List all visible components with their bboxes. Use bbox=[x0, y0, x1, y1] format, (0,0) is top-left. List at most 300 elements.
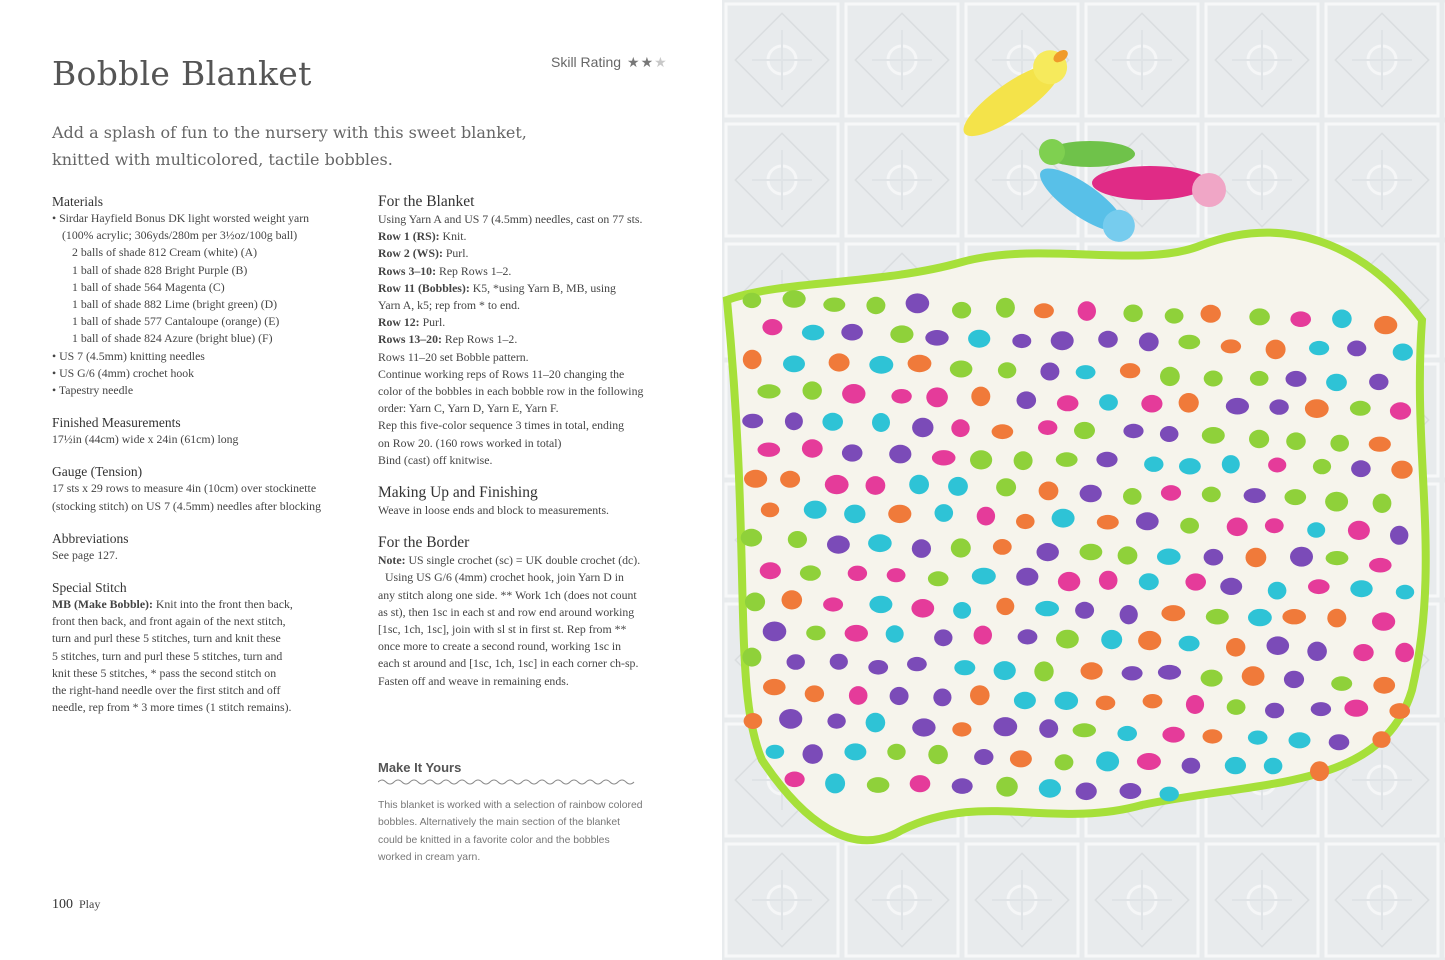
materials-shade: 1 ball of shade 828 Bright Purple (B) bbox=[72, 262, 248, 277]
bobble bbox=[1055, 692, 1079, 710]
blanket-line: Continue working reps of Rows 11–20 changing the bbox=[378, 366, 625, 381]
star-rating-icon bbox=[627, 54, 668, 70]
special-stitch-line: front then back, and front again of the next stitch, bbox=[52, 614, 286, 629]
bobble bbox=[1157, 549, 1181, 565]
bobble bbox=[1313, 459, 1331, 474]
bobble bbox=[1162, 727, 1184, 743]
bobble bbox=[977, 507, 995, 526]
bobble bbox=[970, 450, 992, 469]
bobble bbox=[974, 749, 993, 765]
bobble bbox=[1016, 514, 1035, 529]
bobble bbox=[1035, 601, 1059, 616]
bobble bbox=[742, 648, 761, 667]
bobble bbox=[1350, 401, 1371, 416]
bobble bbox=[1395, 643, 1414, 662]
bobble bbox=[1182, 758, 1201, 774]
bobble bbox=[928, 745, 948, 764]
bobble bbox=[1039, 482, 1059, 501]
star-full-icon: ★★ bbox=[627, 54, 655, 70]
gauge-heading: Gauge (Tension) bbox=[52, 464, 143, 480]
bobble bbox=[1143, 694, 1163, 708]
bobble bbox=[890, 687, 909, 705]
special-stitch-line: knit these 5 stitches, * pass the second stitch on bbox=[52, 665, 277, 680]
making-up-heading: Making Up and Finishing bbox=[378, 484, 538, 502]
materials-shade: 1 ball of shade 577 Cantaloupe (orange) (E) bbox=[72, 314, 280, 329]
bobble bbox=[1160, 367, 1180, 386]
bobble bbox=[1285, 489, 1307, 505]
bobble bbox=[928, 571, 949, 586]
bobble bbox=[994, 661, 1016, 680]
bobble bbox=[868, 534, 892, 552]
border-line: once more to create a second round, working 1sc in bbox=[378, 639, 622, 654]
bobble bbox=[802, 439, 823, 457]
border-note-label: Note: bbox=[378, 553, 406, 568]
bobble bbox=[845, 625, 868, 642]
bobble bbox=[1329, 734, 1350, 750]
bobble bbox=[1290, 547, 1313, 567]
bobble bbox=[1396, 585, 1414, 600]
bobble bbox=[844, 505, 865, 524]
finished-heading: Finished Measurements bbox=[52, 415, 181, 431]
make-it-yours-box bbox=[378, 760, 643, 866]
bobble bbox=[1326, 551, 1349, 565]
bobble bbox=[1221, 339, 1241, 353]
bobble bbox=[763, 679, 786, 695]
row-label: Row 11 (Bobbles): bbox=[378, 280, 470, 295]
bobble bbox=[888, 505, 911, 523]
bobble bbox=[1051, 331, 1074, 350]
bobble bbox=[993, 717, 1017, 736]
bobble bbox=[1179, 458, 1201, 474]
bobble bbox=[766, 745, 785, 759]
gauge-section bbox=[52, 463, 352, 514]
bobble bbox=[1305, 399, 1329, 418]
making-up-text: Weave in loose ends and block to measurements. bbox=[378, 503, 609, 518]
bobble bbox=[1248, 731, 1268, 745]
bobble bbox=[1056, 630, 1079, 649]
bobble bbox=[841, 324, 863, 341]
bobble bbox=[1269, 399, 1288, 414]
bobble bbox=[974, 626, 992, 645]
bobble bbox=[909, 475, 929, 495]
bobble bbox=[907, 657, 927, 671]
blanket-photo bbox=[722, 0, 1445, 960]
row-text: Rep Rows 1–2. bbox=[441, 332, 518, 347]
bobble bbox=[866, 713, 886, 733]
blanket-heading: For the Blanket bbox=[378, 193, 475, 210]
bobble bbox=[1014, 692, 1036, 709]
blanket-line: color of the bobbles in each bobble row in the following bbox=[378, 384, 644, 399]
bobble bbox=[1099, 571, 1118, 590]
bobble bbox=[953, 602, 971, 619]
bobble bbox=[1203, 729, 1223, 743]
gauge-line: (stocking stitch) on US 7 (4.5mm) needles after blocking bbox=[52, 498, 321, 513]
border-heading: For the Border bbox=[378, 534, 470, 552]
border-line: [1sc, 1ch, 1sc], join with sl st in first st. Rep from ** bbox=[378, 622, 627, 637]
making-up-section bbox=[378, 484, 678, 519]
bobble bbox=[757, 384, 780, 398]
make-it-yours-text bbox=[378, 797, 643, 866]
bobble bbox=[822, 413, 843, 431]
bobble bbox=[744, 470, 767, 488]
bobble bbox=[889, 445, 911, 464]
bobble bbox=[1374, 316, 1397, 334]
gauge-line: 17 sts x 29 rows to measure 4in (10cm) over stockinette bbox=[52, 481, 317, 496]
bobble bbox=[954, 660, 975, 675]
bobble bbox=[1202, 427, 1225, 444]
bobble bbox=[1096, 751, 1119, 771]
bobble bbox=[1136, 512, 1159, 530]
bobble bbox=[1096, 696, 1116, 711]
bobble bbox=[1286, 371, 1307, 387]
bobble bbox=[1348, 521, 1370, 540]
bobble bbox=[745, 593, 765, 612]
bobble bbox=[1039, 719, 1058, 738]
special-stitch-term: MB (Make Bobble): bbox=[52, 597, 153, 612]
blanket-line: on Row 20. (160 rows worked in total) bbox=[378, 435, 562, 450]
bobble bbox=[1332, 310, 1352, 329]
bobble bbox=[762, 319, 782, 335]
bobble bbox=[1372, 612, 1395, 630]
bobble bbox=[806, 626, 825, 641]
bobble bbox=[785, 412, 803, 430]
bobble bbox=[1056, 452, 1078, 467]
bobble bbox=[869, 356, 893, 374]
bobble bbox=[1286, 432, 1306, 450]
bobble bbox=[1141, 395, 1162, 413]
special-stitch-line: needle, rep from * 3 more times (1 stitch remains). bbox=[52, 700, 292, 715]
bobble bbox=[935, 504, 954, 522]
bobble bbox=[1179, 393, 1199, 413]
bobble bbox=[992, 424, 1014, 439]
bobble bbox=[1246, 548, 1267, 568]
bobble bbox=[1010, 750, 1032, 767]
bobble bbox=[1353, 644, 1373, 661]
bobble bbox=[1369, 437, 1391, 452]
bobble bbox=[1307, 642, 1327, 661]
bobble bbox=[972, 568, 996, 585]
row-label: Row 1 (RS): bbox=[378, 229, 440, 244]
make-it-yours-line: could be knitted in a favorite color and the bobbles bbox=[378, 834, 610, 846]
bobble bbox=[868, 660, 888, 675]
blanket-line: Bind (cast) off knitwise. bbox=[378, 452, 493, 467]
bobble bbox=[912, 539, 931, 558]
right-column bbox=[378, 193, 678, 705]
bobble bbox=[934, 629, 952, 646]
bobble bbox=[912, 718, 935, 736]
bobble bbox=[996, 478, 1016, 496]
bobble bbox=[1034, 303, 1054, 318]
bobble bbox=[910, 775, 931, 792]
bobble bbox=[1331, 676, 1352, 691]
bobble bbox=[1178, 335, 1200, 350]
bobble bbox=[1347, 341, 1366, 357]
bobble bbox=[1226, 638, 1245, 657]
bobble bbox=[1052, 509, 1075, 528]
bobble bbox=[1250, 371, 1269, 386]
blanket-line: order: Yarn C, Yarn D, Yarn E, Yarn F. bbox=[378, 401, 559, 416]
bobble bbox=[1081, 662, 1103, 679]
bobble bbox=[844, 743, 866, 760]
materials-yarn: • Sirdar Hayfield Bonus DK light worsted weight yarn bbox=[52, 210, 352, 227]
special-stitch-line: turn and purl these 5 stitches, turn and knit these bbox=[52, 631, 281, 646]
bobble bbox=[1202, 487, 1221, 503]
bobble bbox=[1080, 544, 1103, 561]
bobble bbox=[758, 443, 781, 457]
bobble bbox=[825, 475, 849, 494]
make-it-yours-line: worked in cream yarn. bbox=[378, 851, 481, 863]
bobble bbox=[1373, 677, 1395, 694]
bobble bbox=[780, 471, 800, 488]
intro-text bbox=[52, 119, 692, 173]
bobble bbox=[1160, 787, 1179, 802]
bobble bbox=[1137, 753, 1161, 770]
row-text: Rep Rows 1–2. bbox=[436, 263, 512, 278]
bobble bbox=[782, 590, 803, 609]
bobble bbox=[783, 290, 806, 308]
bobble bbox=[996, 777, 1018, 797]
bobble bbox=[887, 744, 905, 760]
bobble bbox=[996, 298, 1015, 318]
special-stitch-heading: Special Stitch bbox=[52, 580, 127, 596]
bobble bbox=[805, 685, 824, 702]
blanket-photo-image bbox=[722, 0, 1445, 960]
bobble bbox=[1120, 783, 1142, 799]
bobble bbox=[1055, 754, 1074, 770]
page-folio bbox=[52, 897, 100, 913]
bobble bbox=[933, 689, 951, 707]
wavy-divider-icon bbox=[378, 777, 636, 787]
bobble bbox=[1185, 573, 1206, 590]
bobble bbox=[1038, 420, 1057, 435]
bobble bbox=[1099, 394, 1118, 410]
bobble bbox=[1284, 671, 1304, 688]
bobble bbox=[1369, 374, 1388, 390]
bobble bbox=[1391, 461, 1412, 479]
bobble bbox=[1220, 578, 1242, 595]
finished-text: 17½in (44cm) wide x 24in (61cm) long bbox=[52, 432, 239, 447]
bobble bbox=[743, 293, 762, 308]
bobble bbox=[741, 529, 762, 547]
bobble bbox=[950, 361, 973, 378]
bobble bbox=[1144, 457, 1163, 472]
materials-hook: • US G/6 (4mm) crochet hook bbox=[52, 365, 352, 382]
bobble bbox=[952, 302, 971, 319]
bobble bbox=[800, 565, 821, 580]
bobble bbox=[1161, 485, 1181, 501]
bobble bbox=[842, 444, 863, 461]
intro-line: Add a splash of fun to the nursery with this sweet blanket, bbox=[52, 123, 527, 142]
bobble bbox=[908, 355, 932, 372]
bobble bbox=[827, 714, 845, 729]
bobble bbox=[1074, 422, 1095, 439]
bobble bbox=[1076, 783, 1097, 801]
blanket-cast-on: Using Yarn A and US 7 (4.5mm) needles, cast on 77 sts. bbox=[378, 212, 643, 226]
bobble bbox=[1122, 666, 1143, 680]
blanket-line: Rows 11–20 set Bobble pattern. bbox=[378, 349, 529, 364]
bobble bbox=[1039, 779, 1061, 798]
bobble bbox=[952, 778, 973, 794]
row-label: Row 2 (WS): bbox=[378, 246, 443, 261]
bobble bbox=[760, 562, 781, 579]
row-text: Purl. bbox=[419, 315, 446, 330]
bobble bbox=[952, 722, 971, 736]
bobble bbox=[1351, 460, 1371, 477]
bobble bbox=[1201, 305, 1221, 323]
bobble bbox=[849, 686, 868, 705]
blanket-section bbox=[378, 193, 678, 469]
bobble bbox=[1325, 492, 1348, 512]
bobble bbox=[1393, 344, 1413, 361]
blanket-row bbox=[378, 331, 678, 348]
bobble bbox=[1040, 363, 1059, 381]
bobble bbox=[742, 414, 763, 429]
bobble bbox=[1075, 602, 1094, 619]
bobble bbox=[1123, 424, 1143, 438]
bobble bbox=[829, 353, 850, 371]
bobble bbox=[1014, 451, 1033, 470]
bobble bbox=[1265, 518, 1284, 533]
bobble bbox=[803, 381, 822, 399]
bobble bbox=[1326, 374, 1347, 391]
bobble bbox=[951, 419, 969, 437]
bobble bbox=[1118, 546, 1138, 564]
bobble bbox=[993, 539, 1012, 555]
bobble bbox=[744, 713, 763, 729]
bobble bbox=[1204, 549, 1224, 566]
materials-heading: Materials bbox=[52, 194, 103, 209]
row-text: Knit. bbox=[439, 229, 467, 244]
bobble bbox=[804, 501, 827, 519]
make-it-yours-heading: Make It Yours bbox=[378, 760, 462, 775]
bobble bbox=[1058, 572, 1080, 591]
bobble bbox=[761, 503, 779, 518]
bobble bbox=[911, 599, 934, 618]
bobble bbox=[1096, 452, 1117, 467]
materials-shade: 2 balls of shade 812 Cream (white) (A) bbox=[72, 245, 258, 260]
bobble bbox=[906, 293, 930, 313]
bobble bbox=[1268, 458, 1286, 473]
left-page bbox=[0, 0, 722, 960]
bobble bbox=[1158, 665, 1181, 680]
materials-needles: • US 7 (4.5mm) knitting needles bbox=[52, 348, 352, 365]
row-label: Rows 3–10: bbox=[378, 263, 436, 278]
bobble bbox=[1180, 518, 1199, 534]
materials-shade: 1 ball of shade 824 Azure (bright blue) (F) bbox=[72, 331, 273, 346]
bobble bbox=[1242, 666, 1265, 686]
bobble bbox=[869, 596, 892, 613]
row-label: Row 12: bbox=[378, 315, 420, 330]
bobble bbox=[802, 325, 824, 341]
bobble bbox=[1073, 723, 1096, 737]
bobble bbox=[1372, 731, 1390, 748]
bobble bbox=[1344, 700, 1368, 717]
bobble bbox=[1123, 305, 1142, 323]
bobble bbox=[925, 330, 948, 346]
bobble bbox=[1308, 579, 1330, 594]
bobble bbox=[1138, 631, 1161, 650]
bobble bbox=[1310, 761, 1329, 781]
intro-line: knitted with multicolored, tactile bobbles. bbox=[52, 150, 393, 169]
make-it-yours-line: bobbles. Alternatively the main section of the blanket bbox=[378, 817, 621, 829]
bobble bbox=[1139, 333, 1159, 352]
bobble bbox=[1307, 522, 1325, 537]
border-line: each st around and [1sc, 1ch, 1sc] in each corner ch-sp. bbox=[378, 656, 639, 671]
bobble bbox=[1311, 702, 1331, 716]
bobble bbox=[1120, 605, 1138, 624]
bobble bbox=[1390, 526, 1408, 545]
row-text: Purl. bbox=[442, 246, 469, 261]
bobble bbox=[890, 325, 913, 343]
bobble bbox=[1097, 515, 1119, 530]
border-note-text: US single crochet (sc) = UK double crochet (dc). bbox=[405, 553, 641, 568]
bobble bbox=[1179, 636, 1200, 652]
bobble bbox=[1244, 488, 1266, 503]
bobble bbox=[763, 622, 787, 642]
special-stitch-section bbox=[52, 579, 352, 716]
bobble bbox=[788, 531, 807, 548]
materials-shade: 1 ball of shade 564 Magenta (C) bbox=[72, 279, 225, 294]
bobble bbox=[825, 773, 845, 793]
abbreviations-text: See page 127. bbox=[52, 547, 118, 562]
bobble bbox=[842, 384, 865, 404]
bobble bbox=[783, 356, 805, 373]
bobble bbox=[823, 298, 845, 312]
section-name: Play bbox=[79, 897, 101, 911]
bobble bbox=[1076, 365, 1096, 379]
border-line: any stitch along one side. ** Work 1ch (does not count bbox=[378, 587, 637, 602]
materials-yarn-detail: (100% acrylic; 306yds/280m per 3½oz/100g ball) bbox=[62, 228, 298, 243]
bobble bbox=[1225, 757, 1246, 774]
bobble bbox=[1018, 629, 1038, 644]
special-stitch-text: Knit into the front then back, bbox=[152, 597, 293, 612]
row-label: Rows 13–20: bbox=[378, 332, 442, 347]
bobble bbox=[1186, 695, 1204, 714]
blanket-row bbox=[378, 228, 678, 245]
bobble bbox=[996, 598, 1014, 615]
bobble bbox=[1330, 435, 1349, 452]
bobble bbox=[848, 566, 867, 581]
bobble bbox=[1139, 573, 1159, 590]
bobble bbox=[866, 476, 886, 495]
bobble bbox=[1012, 334, 1031, 348]
border-line: Using US G/6 (4mm) crochet hook, join Yarn D in bbox=[385, 570, 624, 585]
bobble bbox=[968, 330, 990, 348]
bobble bbox=[1016, 568, 1038, 586]
bobble bbox=[1201, 670, 1223, 687]
bobble bbox=[891, 389, 911, 404]
bobble bbox=[1222, 455, 1240, 473]
border-note bbox=[378, 552, 678, 569]
special-stitch-line: the right-hand needle over the first stitch and off bbox=[52, 683, 281, 698]
border-line: as st), then 1sc in each st and row end around working bbox=[378, 604, 635, 619]
blanket-row bbox=[378, 245, 678, 262]
materials-section bbox=[52, 193, 352, 399]
bobble bbox=[1350, 580, 1372, 597]
bobble bbox=[1390, 402, 1411, 419]
bobble bbox=[1290, 311, 1311, 327]
bobble bbox=[1327, 609, 1346, 628]
row-text: K5, *using Yarn B, MB, using bbox=[469, 280, 616, 295]
bobble bbox=[1120, 363, 1140, 378]
bobble bbox=[1160, 426, 1179, 442]
bobble bbox=[1017, 391, 1037, 409]
skill-rating bbox=[551, 54, 668, 71]
bobble bbox=[1265, 703, 1284, 719]
bobble bbox=[1034, 661, 1053, 681]
bobble bbox=[1289, 732, 1311, 748]
special-stitch-first-line bbox=[52, 596, 352, 613]
